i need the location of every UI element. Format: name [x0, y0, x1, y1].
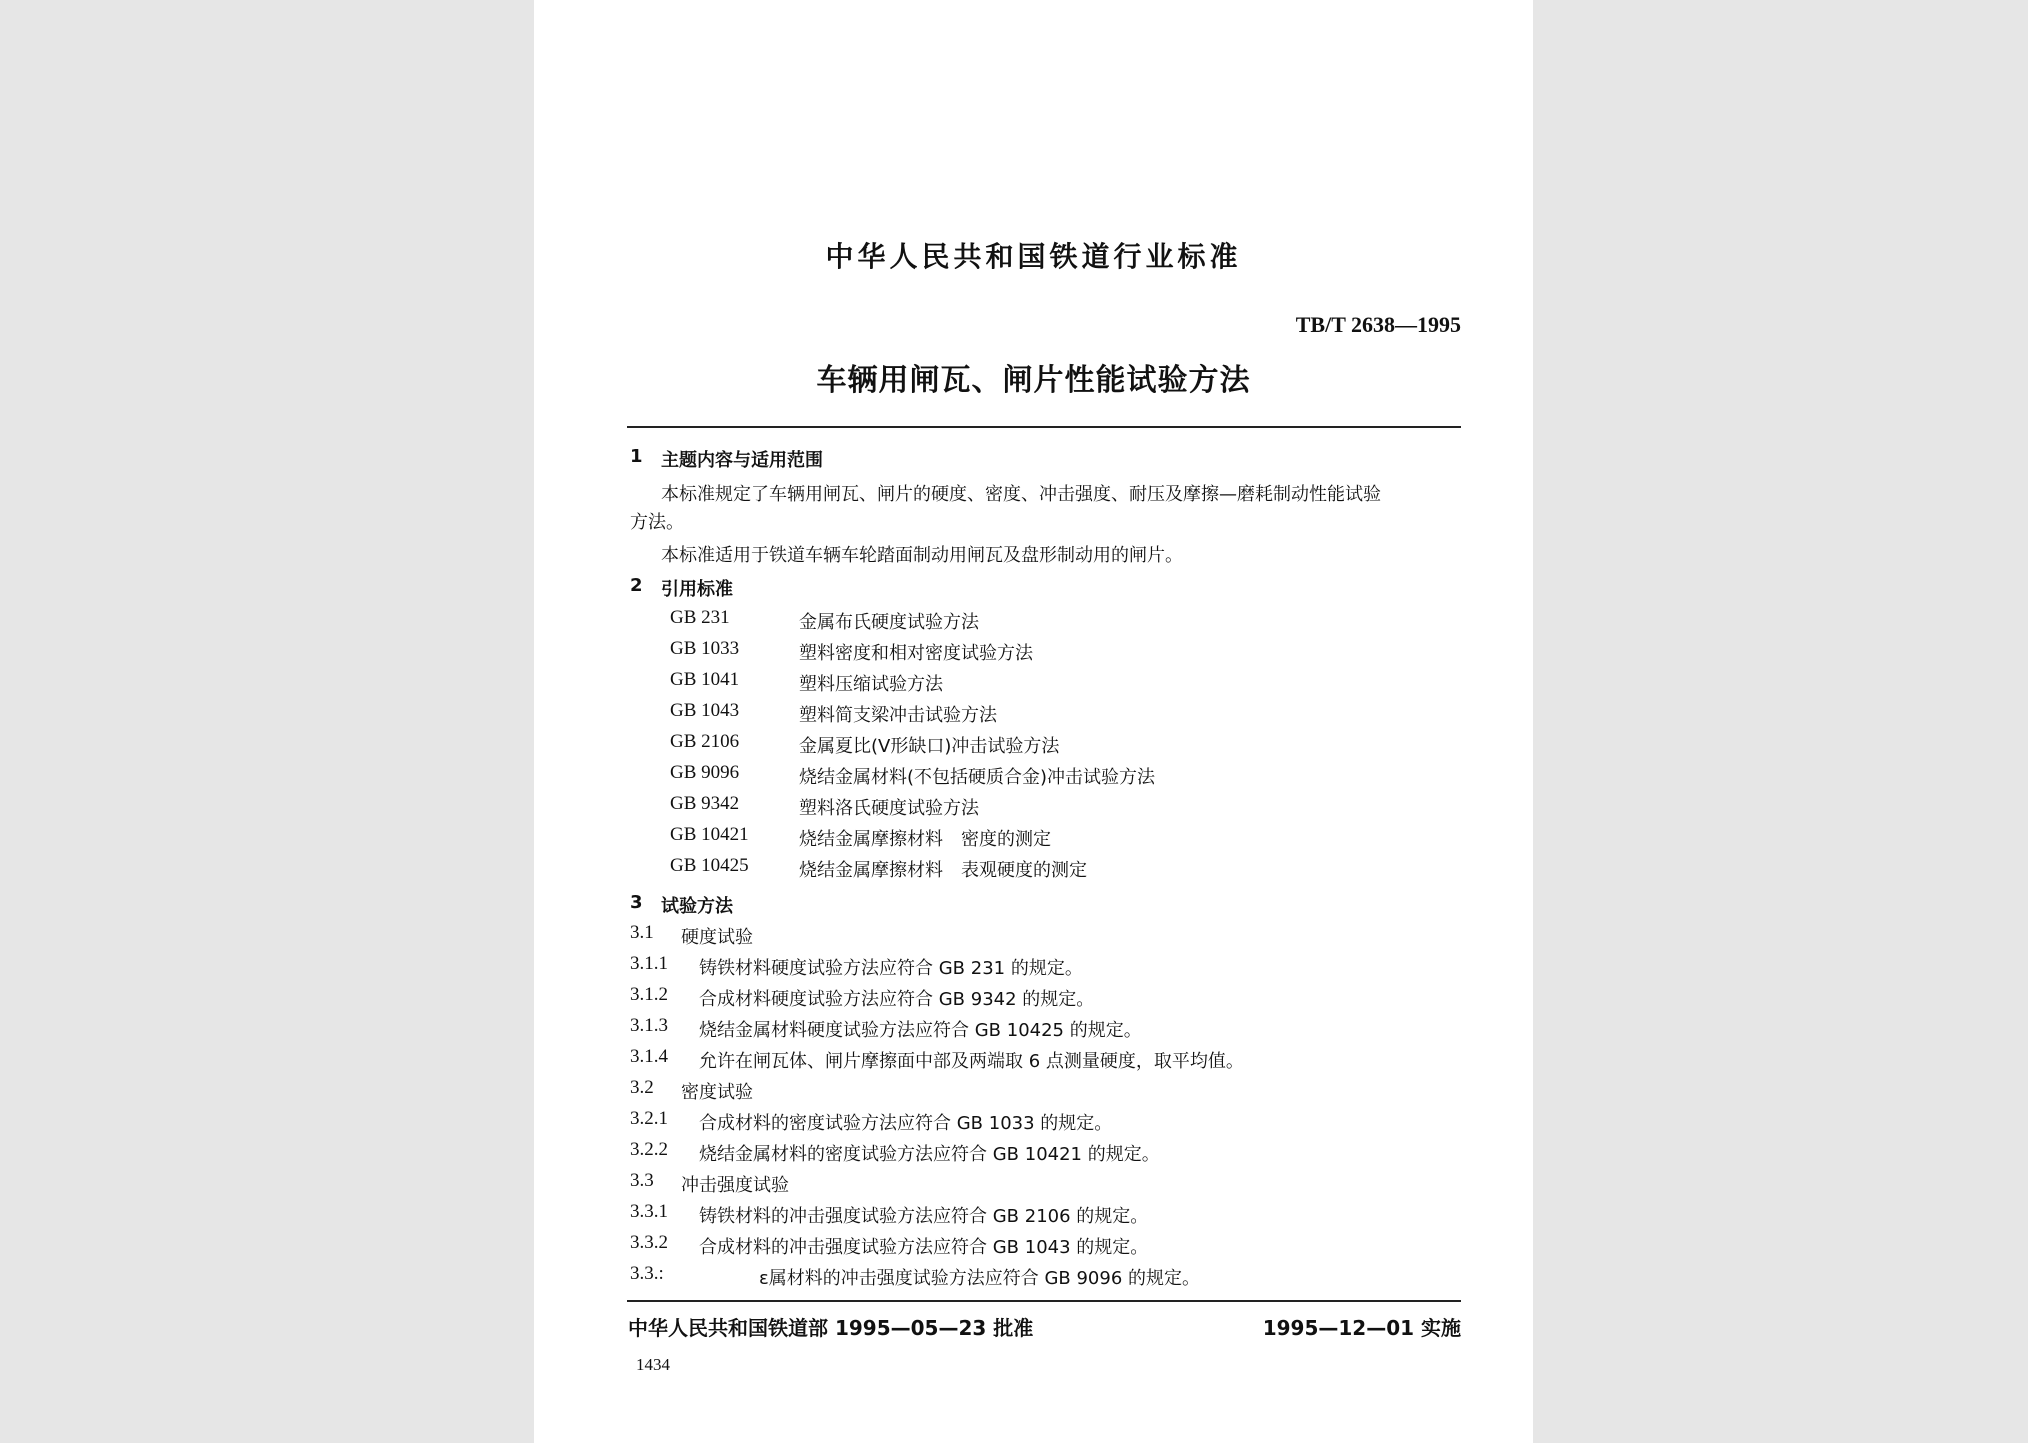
clause-number: 3.3.:	[630, 1263, 664, 1284]
clause-number: 3.1.2	[630, 984, 668, 1005]
clause-number: 3.2.2	[630, 1139, 668, 1160]
ref-title: 塑料简支梁冲击试验方法	[799, 705, 997, 726]
clause-number: 3.2.1	[630, 1108, 668, 1129]
clause-text: 烧结金属材料的密度试验方法应符合 GB 10421 的规定。	[699, 1144, 1160, 1165]
clause-text: 允许在闸瓦体、闸片摩擦面中部及两端取 6 点测量硬度，取平均值。	[699, 1051, 1244, 1072]
clause-number: 3.2	[630, 1077, 654, 1098]
top-rule	[627, 426, 1461, 428]
clause-text: 合成材料的密度试验方法应符合 GB 1033 的规定。	[699, 1113, 1113, 1134]
ref-code: GB 1043	[670, 700, 740, 721]
ref-title: 塑料洛氏硬度试验方法	[799, 798, 979, 819]
org-title: 中华人民共和国铁道行业标准	[825, 240, 1242, 273]
clause-number: 3.1.4	[630, 1046, 668, 1067]
ref-code: GB 9342	[670, 793, 740, 814]
clause-text: 合成材料硬度试验方法应符合 GB 9342 的规定。	[699, 989, 1095, 1010]
clause-text: 烧结金属材料硬度试验方法应符合 GB 10425 的规定。	[699, 1020, 1142, 1041]
ref-title: 烧结金属摩擦材料 密度的测定	[799, 829, 1051, 850]
section2-heading: 引用标准	[661, 579, 733, 600]
ref-code: GB 1041	[670, 669, 740, 690]
clause-number: 3.1.1	[630, 953, 668, 974]
ref-code: GB 2106	[670, 731, 740, 752]
section3-heading: 试验方法	[661, 896, 733, 917]
section1-heading: 主题内容与适用范围	[661, 450, 823, 471]
clause-number: 3.3.1	[630, 1201, 668, 1222]
ref-title: 金属布氏硬度试验方法	[799, 612, 979, 633]
section1-number: 1	[630, 446, 643, 467]
effective-date: 1995—12—01 实施	[1262, 1316, 1461, 1340]
page-number: 1434	[636, 1355, 670, 1374]
clause-text: 密度试验	[681, 1082, 753, 1103]
section2-number: 2	[630, 575, 643, 596]
ref-code: GB 231	[670, 607, 730, 628]
clause-text: ε属材料的冲击强度试验方法应符合 GB 9096 的规定。	[759, 1268, 1200, 1289]
ref-code: GB 10425	[670, 855, 749, 876]
ref-title: 塑料密度和相对密度试验方法	[799, 643, 1033, 664]
section3-number: 3	[630, 892, 643, 913]
clause-text: 硬度试验	[681, 927, 753, 948]
clause-text: 铸铁材料的冲击强度试验方法应符合 GB 2106 的规定。	[699, 1206, 1149, 1227]
clause-number: 3.1.3	[630, 1015, 668, 1036]
section1-para1-line2: 方法。	[630, 512, 684, 533]
ref-title: 塑料压缩试验方法	[799, 674, 943, 695]
clause-text: 冲击强度试验	[681, 1175, 789, 1196]
clause-number: 3.3.2	[630, 1232, 668, 1253]
ref-title: 烧结金属摩擦材料 表观硬度的测定	[799, 860, 1087, 881]
clause-number: 3.1	[630, 922, 654, 943]
doc-title: 车辆用闸瓦、闸片性能试验方法	[816, 363, 1251, 398]
ref-title: 烧结金属材料(不包括硬质合金)冲击试验方法	[799, 767, 1156, 788]
standard-code: TB/T 2638—1995	[1295, 312, 1461, 337]
document-page	[534, 0, 1533, 1443]
ref-code: GB 10421	[670, 824, 749, 845]
section1-para1-line1: 本标准规定了车辆用闸瓦、闸片的硬度、密度、冲击强度、耐压及摩擦—磨耗制动性能试验	[661, 484, 1381, 505]
ref-title: 金属夏比(V形缺口)冲击试验方法	[799, 736, 1060, 757]
ref-code: GB 1033	[670, 638, 740, 659]
bottom-rule	[627, 1300, 1461, 1302]
clause-text: 铸铁材料硬度试验方法应符合 GB 231 的规定。	[699, 958, 1083, 979]
clause-number: 3.3	[630, 1170, 654, 1191]
ref-code: GB 9096	[670, 762, 740, 783]
approval-line: 中华人民共和国铁道部 1995—05—23 批准	[628, 1316, 1034, 1340]
section1-para2: 本标准适用于铁道车辆车轮踏面制动用闸瓦及盘形制动用的闸片。	[661, 545, 1183, 566]
clause-text: 合成材料的冲击强度试验方法应符合 GB 1043 的规定。	[699, 1237, 1149, 1258]
